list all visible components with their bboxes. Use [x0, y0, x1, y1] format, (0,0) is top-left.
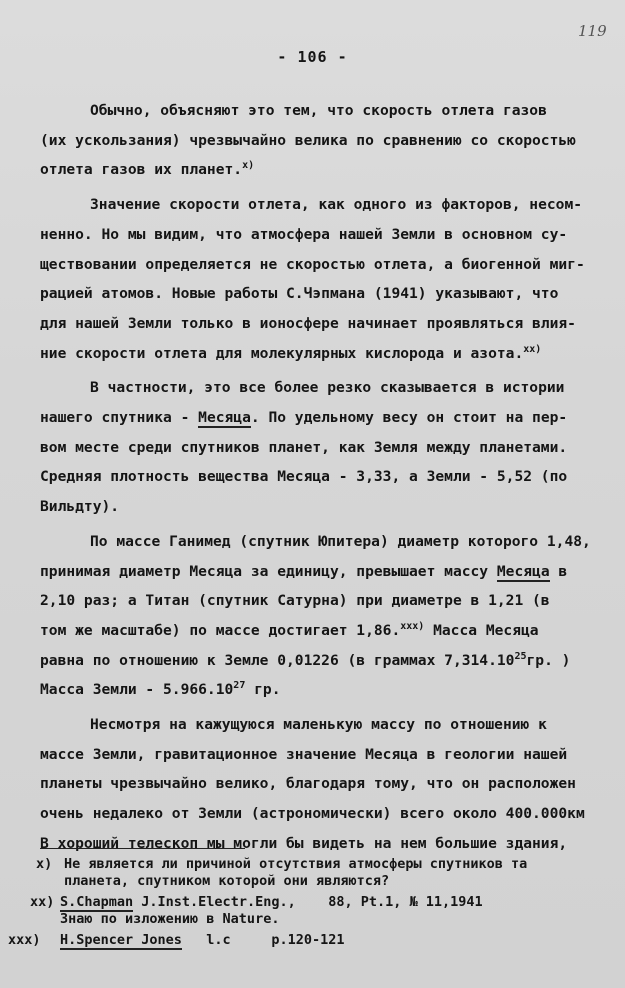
text-line	[40, 799, 625, 829]
exponent: 27	[233, 680, 246, 692]
footnote-ref: x)	[242, 160, 255, 172]
text-line	[40, 190, 625, 220]
text-line	[40, 740, 625, 770]
text-line	[40, 769, 625, 799]
text-span: Средняя плотность вещества Месяца - 3,33, а Земли - 5,52 (по	[40, 468, 568, 486]
text-line	[40, 527, 625, 557]
text-span: планеты чрезвычайно велико, благодаря тому, что он расположен	[40, 775, 576, 793]
text-span: 2,10 раз; а Титан (спутник Сатурна) при диаметре в 1,21 (в	[40, 592, 550, 610]
text-span: Обычно, объясняют это тем, что скорость отлета газов	[90, 102, 547, 119]
text-span: В хороший телескоп мы могли бы видеть на нем большие здания,	[40, 834, 568, 852]
paragraph-4	[40, 527, 625, 705]
text-span: Несмотря на кажущуюся маленькую массу по отношению к	[90, 716, 547, 734]
footnote-text: планета, спутником которой они являются?	[64, 873, 390, 889]
text-line	[40, 586, 625, 616]
archive-folio-number: 119	[578, 22, 607, 40]
text-line	[40, 433, 625, 463]
text-line	[40, 155, 625, 185]
text-line	[40, 126, 625, 156]
text-line	[40, 309, 625, 339]
text-line	[40, 279, 625, 309]
text-line	[40, 710, 625, 740]
text-span: Масса Месяца	[424, 621, 539, 639]
paragraph-1	[40, 96, 625, 185]
page-number: - 106 -	[277, 48, 348, 66]
paragraph-2	[40, 190, 625, 368]
text-span: отлета газов их планет.	[40, 161, 243, 179]
text-line	[40, 220, 625, 250]
footnote-mark: xx)	[30, 894, 55, 910]
text-span: Вильдту).	[40, 498, 120, 516]
main-text	[40, 96, 625, 859]
text-span: Масса Земли - 5.966.10	[40, 681, 234, 699]
exponent: 25	[514, 650, 527, 662]
footnote-mark: xxx)	[8, 932, 41, 948]
text-line	[40, 250, 625, 280]
text-span: . По удельному весу он стоит на пер-	[250, 409, 568, 427]
footnote-text: J.Inst.Electr.Eng., 88, Pt.1, № 11,1941	[133, 894, 483, 910]
text-span: принимая диаметр Месяца за единицу, превышает массу	[40, 562, 497, 580]
footnote-text: Не является ли причиной отсутствия атмосферы спутников та	[64, 856, 528, 872]
text-span: вом месте среди спутников планет, как Земля между планетами.	[40, 438, 568, 456]
text-line	[40, 675, 625, 705]
text-line	[40, 373, 625, 403]
text-span: рацией атомов. Новые работы С.Чэпмана (1941) указывают, что	[40, 285, 559, 303]
text-line	[40, 462, 625, 492]
text-span: По массе Ганимед (спутник Юпитера) диаметр которого 1,48,	[90, 532, 591, 550]
text-line	[40, 403, 625, 433]
text-line	[40, 616, 625, 646]
footnote-author: S.Chapman	[60, 894, 134, 910]
text-line	[40, 96, 625, 126]
footnote-3	[8, 932, 344, 949]
text-line	[40, 492, 625, 522]
text-line	[40, 557, 625, 587]
text-span: гр.	[245, 681, 281, 699]
footnote-author: H.Spencer Jones	[60, 932, 182, 948]
text-span: нашего спутника -	[40, 409, 199, 427]
text-span: для нашей Земли только в ионосфере начинает проявляться влия-	[40, 314, 576, 332]
text-span: (их ускользания) чрезвычайно велика по сравнению со скоростью	[40, 131, 576, 149]
text-span: очень недалеко от Земли (астрономически) всего около 400.000км	[40, 805, 585, 823]
text-span: равна по отношению к Земле 0,01226 (в граммах 7,314.10	[40, 651, 515, 669]
footnote-1	[36, 856, 527, 890]
text-line	[40, 339, 625, 369]
footnote-ref: xxx)	[400, 621, 425, 633]
text-line	[40, 829, 625, 859]
text-span: Значение скорости отлета, как одного из факторов, несом-	[90, 196, 583, 214]
footnote-text: Знаю по изложению в Nature.	[60, 911, 280, 927]
text-span: в	[549, 562, 568, 580]
text-span: ществовании определяется не скоростью отлета, а биогенной миг-	[40, 255, 585, 273]
text-span: том же масштабе) по массе достигает 1,86.	[40, 621, 401, 639]
footnote-2	[30, 894, 483, 928]
footnote-text: l.c p.120-121	[181, 932, 345, 948]
text-span: массе Земли, гравитационное значение Месяца в геологии нашей	[40, 745, 568, 763]
paragraph-3	[40, 373, 625, 522]
underlined-word: Месяца	[198, 409, 251, 427]
text-line	[40, 646, 625, 676]
footnote-ref: xx)	[523, 343, 542, 355]
paragraph-5	[40, 710, 625, 859]
text-span: ненно. Но мы видим, что атмосфера нашей Земли в основном су-	[40, 225, 568, 243]
underlined-word: Месяца	[496, 562, 550, 580]
text-span: гр. )	[526, 651, 571, 669]
text-span: В частности, это все более резко сказывается в истории	[90, 379, 565, 397]
footnote-rule	[40, 848, 245, 849]
text-span: ние скорости отлета для молекулярных кислорода и азота.	[40, 344, 524, 362]
footnote-mark: x)	[36, 856, 53, 872]
